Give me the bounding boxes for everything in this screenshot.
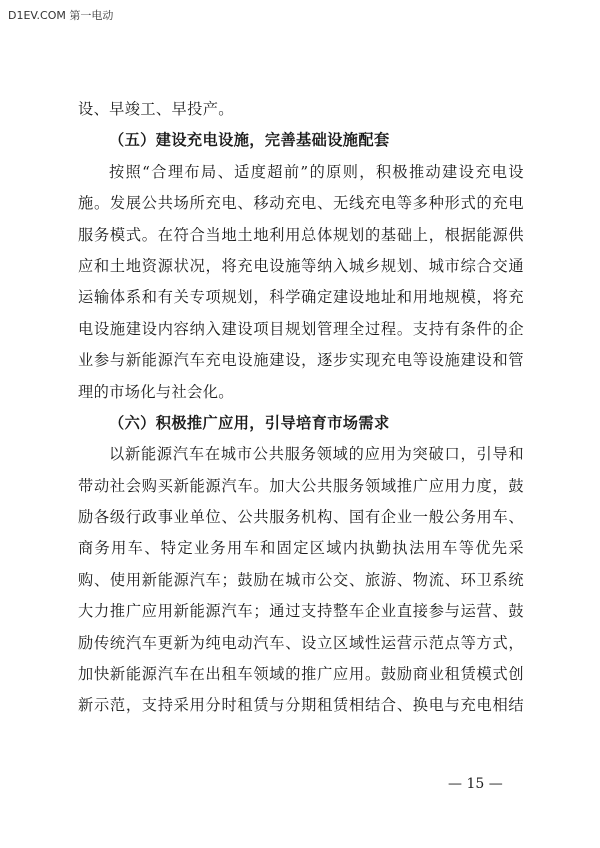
paragraph-line: 励各级行政事业单位、公共服务机构、国有企业一般公务用车、 — [78, 508, 524, 527]
watermark-logo: D1EV.COM 第一电动 — [8, 9, 114, 22]
paragraph-line: 以新能源汽车在城市公共服务领域的应用为突破口，引导和 — [109, 445, 524, 464]
paragraph-line: 应和土地资源状况，将充电设施等纳入城乡规划、城市综合交通 — [78, 256, 524, 275]
paragraph-line: 按照“合理布局、适度超前”的原则，积极推动建设充电设 — [109, 162, 524, 181]
paragraph-line: 电设施建设内容纳入建设项目规划管理全过程。支持有条件的企 — [78, 319, 524, 338]
text-line: 设、早竣工、早投产。 — [78, 100, 234, 118]
paragraph-line: 运输体系和有关专项规划，科学确定建设地址和用地规模，将充 — [78, 288, 524, 307]
page-number: — 15 — — [448, 776, 503, 792]
paragraph-line: 业参与新能源汽车充电设施建设，逐步实现充电等设施建设和管 — [78, 351, 524, 370]
paragraph-line: 励传统汽车更新为纯电动汽车、设立区域性运营示范点等方式， — [78, 633, 524, 652]
paragraph-line: 购、使用新能源汽车；鼓励在城市公交、旅游、物流、环卫系统 — [78, 570, 524, 589]
paragraph-line: 理的市场化与社会化。 — [78, 382, 234, 401]
paragraph-line: 服务模式。在符合当地土地利用总体规划的基础上，根据能源供 — [78, 225, 524, 244]
paragraph-line: 商务用车、特定业务用车和固定区域内执勤执法用车等优先采 — [78, 539, 524, 558]
section-heading: （六）积极推广应用，引导培育市场需求 — [109, 413, 390, 432]
paragraph-line: 施。发展公共场所充电、移动充电、无线充电等多种形式的充电 — [78, 194, 524, 213]
paragraph-line: 带动社会购买新能源汽车。加大公共服务领域推广应用力度，鼓 — [78, 476, 524, 495]
paragraph-line: 大力推广应用新能源汽车；通过支持整车企业直接参与运营、鼓 — [78, 602, 524, 621]
document-body — [78, 94, 524, 722]
paragraph-line: 加快新能源汽车在出租车领域的推广应用。鼓励商业租赁模式创 — [78, 665, 524, 684]
paragraph-line: 新示范，支持采用分时租赁与分期租赁相结合、换电与充电相结 — [78, 696, 524, 715]
section-heading: （五）建设充电设施，完善基础设施配套 — [109, 131, 390, 150]
